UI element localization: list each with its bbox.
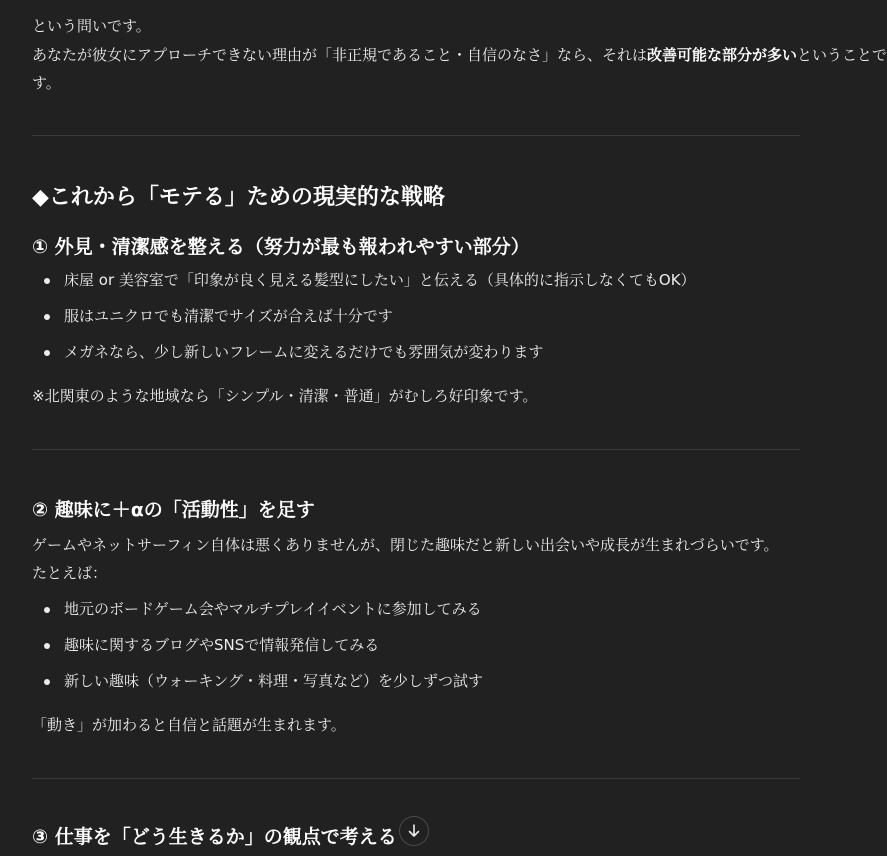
intro-line-2-bold: 改善可能な部分が多い [647, 46, 798, 64]
s2-note: 「動き」が加わると自信と話題が生まれます。 [32, 716, 346, 734]
s3-heading: ③ 仕事を「どう生きるか」の観点で考える [32, 826, 397, 848]
intro-line-2-post: ということで [797, 46, 887, 64]
scroll-to-bottom-button[interactable] [399, 816, 429, 846]
s2-para-1: ゲームやネットサーフィン自体は悪くありませんが、閉じた趣味だと新しい出会いや成長が生まれづらいです。 [32, 536, 779, 554]
arrow-down-icon [406, 823, 422, 839]
s2-para-2: たとえば： [32, 564, 108, 582]
list-item-text: 服はユニクロでも清潔でサイズが合えば十分です [64, 307, 393, 325]
bullet [44, 350, 50, 356]
intro-line-1: という問いです。 [32, 17, 151, 35]
s1-note: ※北関東のような地域なら「シンプル・清潔・普通」がむしろ好印象です。 [32, 387, 538, 405]
list-item-text: 地元のボードゲーム会やマルチプレイイベントに参加してみる [64, 600, 482, 618]
divider [32, 778, 800, 779]
bullet [44, 607, 50, 613]
divider [32, 135, 800, 136]
list-item-text: 新しい趣味（ウォーキング・料理・写真など）を少しずつ試す [64, 672, 483, 690]
s1-heading: ① 外見・清潔感を整える（努力が最も報われやすい部分） [32, 236, 530, 258]
list-item-text: 床屋 or 美容室で「印象が良く見える髪型にしたい」と伝える（具体的に指示しなくてもOK） [64, 271, 696, 289]
list-item-text: メガネなら、少し新しいフレームに変えるだけでも雰囲気が変わります [64, 343, 544, 361]
bullet [44, 314, 50, 320]
s2-heading: ② 趣味に＋αの「活動性」を足す [32, 499, 315, 521]
section-title: ◆これから「モテる」ための現実的な戦略 [32, 185, 445, 210]
intro-line-3: す。 [32, 74, 61, 92]
intro-line-2 [32, 41, 887, 69]
bullet [44, 679, 50, 685]
intro-line-2-pre: あなたが彼女にアプローチできない理由が「非正規であること・自信のなさ」なら、それは [32, 46, 648, 64]
list-item-text: 趣味に関するブログやSNSで情報発信してみる [64, 636, 380, 654]
bullet [44, 643, 50, 649]
bullet [44, 278, 50, 284]
divider [32, 449, 800, 450]
